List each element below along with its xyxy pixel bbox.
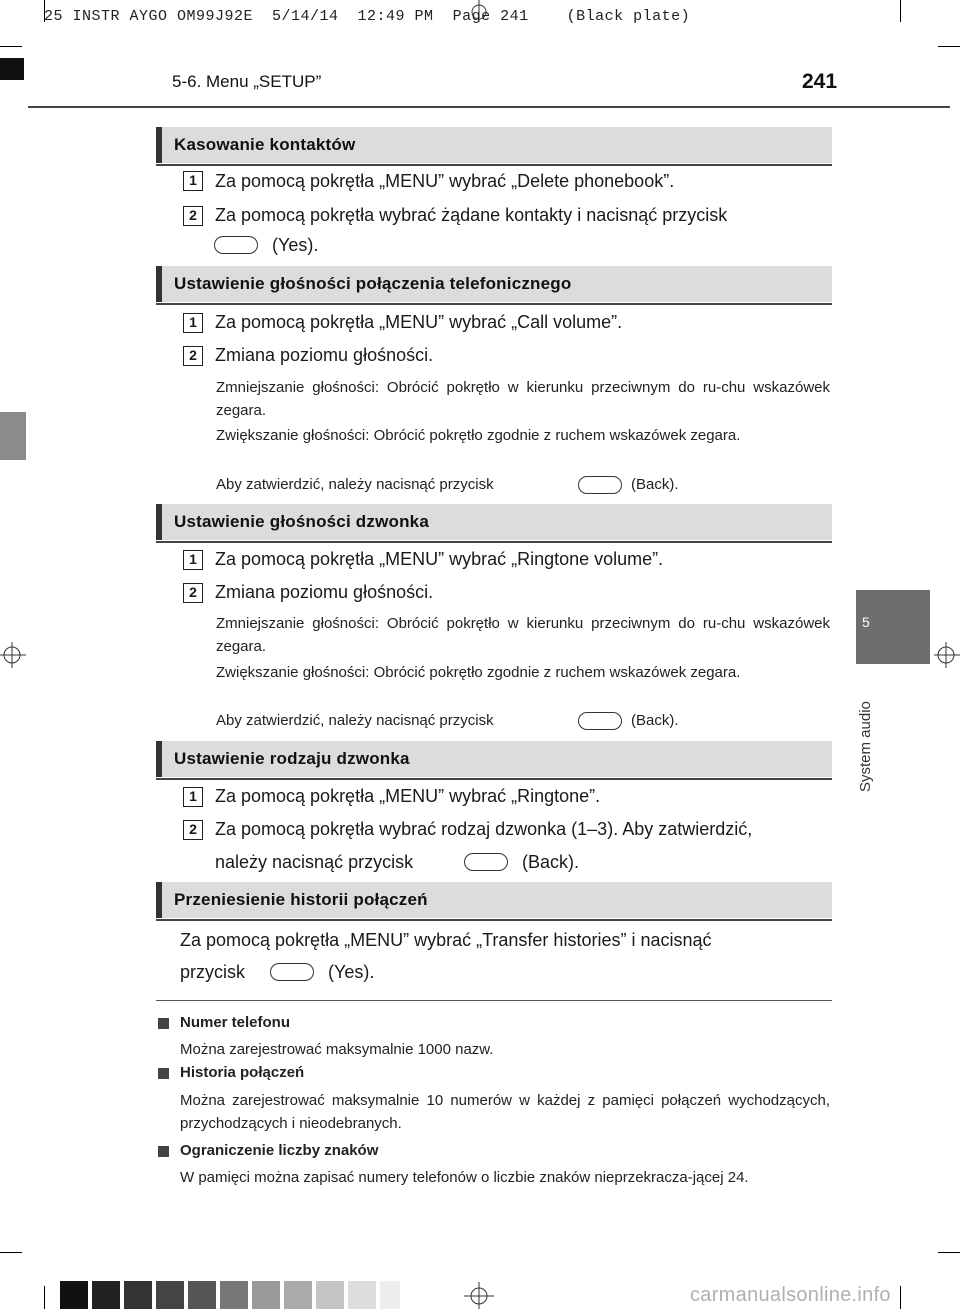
crop-mark <box>44 1286 45 1309</box>
note-text: Aby zatwierdzić, należy nacisnąć przycisk <box>216 476 494 493</box>
step-text: Zmiana poziomu głośności. <box>215 582 434 602</box>
chapter-label: System audio <box>857 701 874 792</box>
calibration-swatch <box>252 1281 280 1309</box>
square-bullet-icon <box>158 1146 169 1157</box>
step-text: Za pomocą pokrętła „MENU” wybrać „Ringtone volume”. <box>215 549 664 569</box>
left-edge-marker <box>0 412 26 460</box>
step-number: 2 <box>183 346 203 366</box>
calibration-swatch <box>156 1281 184 1309</box>
calibration-swatch <box>188 1281 216 1309</box>
chapter-tab <box>856 590 930 664</box>
section-heading <box>156 882 832 918</box>
registration-mark-icon <box>464 1282 494 1309</box>
calibration-swatch <box>220 1281 248 1309</box>
print-slug: 25 INSTR AYGO OM99J92E 5/14/14 12:49 PM Page 241 (Black plate) <box>44 8 691 25</box>
paragraph-text: Za pomocą pokrętła „MENU” wybrać „Transfer histories” i nacisnąć <box>180 930 712 950</box>
calibration-swatch <box>380 1281 400 1309</box>
crop-mark <box>900 1286 901 1309</box>
note-text: (Back). <box>631 712 679 729</box>
yes-button-icon <box>270 963 314 981</box>
divider <box>156 1000 832 1001</box>
paragraph-text: przycisk <box>180 962 246 982</box>
crop-mark <box>0 46 22 47</box>
square-bullet-icon <box>158 1018 169 1029</box>
note-text: Zwiększanie głośności: Obrócić pokrętło zgodnie z ruchem wskazówek zegara. <box>216 664 741 681</box>
section-title: Kasowanie kontaktów <box>174 135 356 154</box>
watermark: carmanualsonline.info <box>690 1284 891 1306</box>
step-number: 2 <box>183 820 203 840</box>
step-text: Za pomocą pokrętła „MENU” wybrać „Delete phonebook”. <box>215 171 675 191</box>
step-number: 2 <box>183 583 203 603</box>
crop-mark <box>0 1252 22 1253</box>
crop-mark <box>900 0 901 22</box>
info-text: Można zarejestrować maksymalnie 10 numerów w każdej z pamięci połączeń wychodzących, przychodzących i nieodebranych. <box>180 1092 830 1132</box>
step-text-continued: należy nacisnąć przycisk <box>215 852 414 872</box>
calibration-swatch <box>284 1281 312 1309</box>
step-number: 2 <box>183 206 203 226</box>
step-text: Za pomocą pokrętła „MENU” wybrać „Ringtone”. <box>215 786 601 806</box>
note-text: Zmniejszanie głośności: Obrócić pokrętło w kierunku przeciwnym do ru-chu wskazówek zegara. <box>216 379 830 419</box>
info-label: Ograniczenie liczby znaków <box>180 1142 379 1159</box>
section-title: Przeniesienie historii połączeń <box>174 890 428 909</box>
corner-block <box>0 58 24 80</box>
section-title: Ustawienie rodzaju dzwonka <box>174 749 410 768</box>
paragraph-text: (Yes). <box>328 962 375 982</box>
back-button-icon <box>464 853 508 871</box>
registration-mark-icon <box>930 640 960 670</box>
info-text: W pamięci można zapisać numery telefonów o liczbie znaków nieprzekracza-jącej 24. <box>180 1169 749 1186</box>
crop-mark <box>938 46 960 47</box>
note-text: Zwiększanie głośności: Obrócić pokrętło zgodnie z ruchem wskazówek zegara. <box>216 427 741 444</box>
step-text: Za pomocą pokrętła wybrać żądane kontakty i nacisnąć przycisk <box>215 205 728 225</box>
section-heading <box>156 266 832 302</box>
step-number: 1 <box>183 787 203 807</box>
step-text: Zmiana poziomu głośności. <box>215 345 434 365</box>
info-label: Numer telefonu <box>180 1014 291 1031</box>
calibration-swatch <box>348 1281 376 1309</box>
info-text: Można zarejestrować maksymalnie 1000 nazw. <box>180 1041 494 1058</box>
calibration-swatch <box>60 1281 88 1309</box>
running-head-section: 5-6. Menu „SETUP” <box>172 72 322 91</box>
header-rule <box>28 106 950 108</box>
note-text: Aby zatwierdzić, należy nacisnąć przycisk <box>216 712 494 729</box>
section-title: Ustawienie głośności połączenia telefonicznego <box>174 274 572 293</box>
step-text-continued: (Yes). <box>272 235 319 255</box>
note-text: Zmniejszanie głośności: Obrócić pokrętło w kierunku przeciwnym do ru-chu wskazówek zegara. <box>216 615 830 655</box>
registration-mark-icon <box>0 640 30 670</box>
step-text-continued: (Back). <box>522 852 580 872</box>
step-number: 1 <box>183 550 203 570</box>
section-heading <box>156 504 832 540</box>
note-text: (Back). <box>631 476 679 493</box>
chapter-label-container <box>853 672 877 792</box>
crop-mark <box>938 1252 960 1253</box>
yes-button-icon <box>214 236 258 254</box>
calibration-swatch <box>92 1281 120 1309</box>
back-button-icon <box>578 712 622 730</box>
chapter-number: 5 <box>862 614 870 630</box>
page-number: 241 <box>802 70 838 93</box>
calibration-swatch <box>124 1281 152 1309</box>
info-label: Historia połączeń <box>180 1064 305 1081</box>
square-bullet-icon <box>158 1068 169 1079</box>
section-title: Ustawienie głośności dzwonka <box>174 512 429 531</box>
step-text: Za pomocą pokrętła wybrać rodzaj dzwonka (1–3). Aby zatwierdzić, <box>215 819 753 839</box>
calibration-swatch <box>316 1281 344 1309</box>
section-heading <box>156 127 832 163</box>
section-heading <box>156 741 832 777</box>
step-text: Za pomocą pokrętła „MENU” wybrać „Call volume”. <box>215 312 623 332</box>
back-button-icon <box>578 476 622 494</box>
step-number: 1 <box>183 313 203 333</box>
step-number: 1 <box>183 171 203 191</box>
